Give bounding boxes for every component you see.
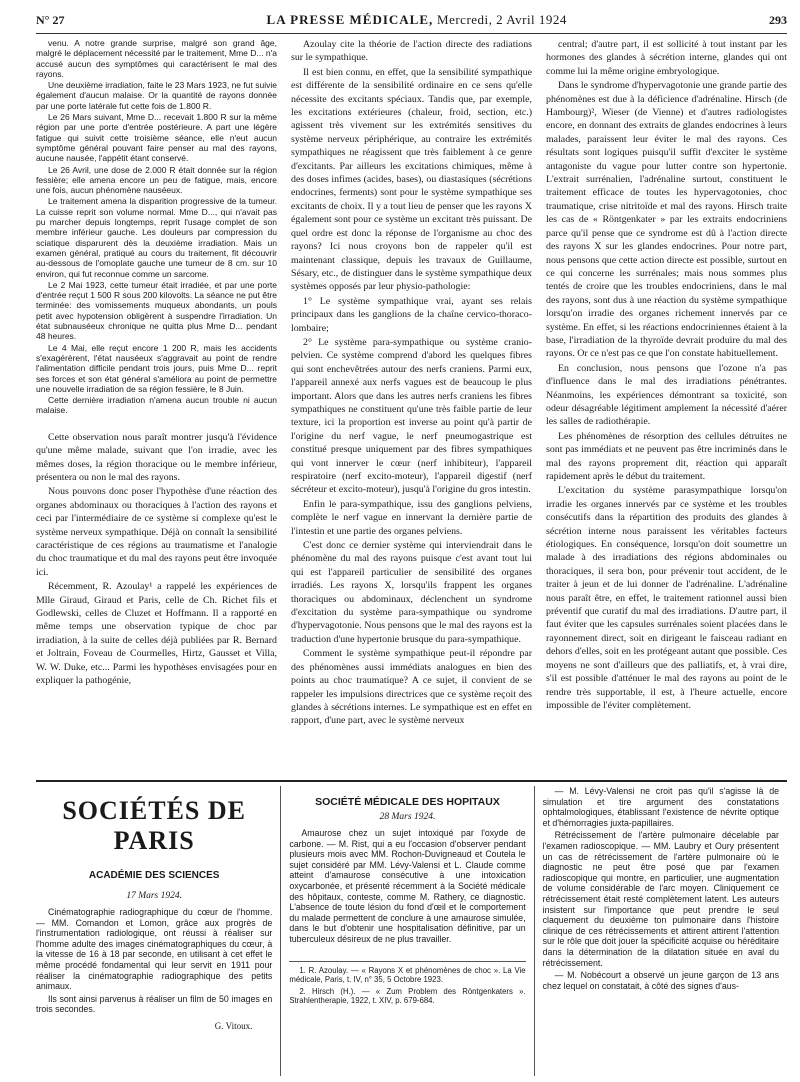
paragraph: Amaurose chez un sujet intoxiqué par l'oxyde de carbone. — M. Rist, qui a eu l'occasion d'observer pendant plusieurs mois avec MM. Rochon-Duvigneaud et Coutela le sujet considéré par MM. Lévy-Valensi et L. Claude comme atteint d'amaurose consécutive à une intoxication oxycarbonée, et présenté récemment à la Société médicale des hôpitaux, conteste, comme M. Rathery, ce diagnostic. L'absence de toute lésion du fond d'œil et le comportement du malade permettent de conclure à une amaurose simulée, dans le but d'obtenir une hospitalisation définitive, par un tuberculeux désireux de ne plus travailler. [289, 828, 526, 944]
academie-heading: ACADÉMIE DES SCIENCES [88, 870, 220, 881]
journal-title-line [267, 12, 567, 28]
spacer [36, 417, 277, 431]
paragraph: Le 4 Mai, elle reçut encore 1 200 R, mais les accidents s'exagérèrent, l'état nauséeux s'aggravait au point de rendre l'alimentation difficile pendant trois jours, puis Mme D... reprit ses forces et son état général s'améliora au point de permettre une nouvelle irradiation de sa région fessière, le 8 Juin. [36, 342, 277, 394]
societies-section [36, 786, 787, 1076]
paragraph: Cette dernière irradiation n'amena aucun trouble ni aucun malaise. [36, 395, 277, 416]
hopitaux-column [280, 786, 533, 1076]
footnote: 1. R. Azoulay. — « Rayons X et phénomènes de choc ». La Vie médicale, Paris, t. IV, n° 35, 5 Octobre 1923. [289, 965, 526, 985]
paragraph: Comment le système sympathique peut-il répondre par des phénomènes aussi immédiats analogues en bien des points au choc traumatique? A ce sujet, il convient de se rappeler les impulsions directrices que ce système reçoit des glandes à sécrétions internes. Le sympathique est en effet en rapport, d'une part, avec le système nerveux [291, 648, 532, 727]
article-column-1 [36, 38, 277, 778]
paragraph: C'est donc ce dernier système qui interviendrait dans le phénomène du mal des rayons puisque c'est avant tout lui qui est l'appareil particulier de sensibilité des organes irradiés. Les rayons X, lorsqu'ils frappent les organes thoraciques ou abdominaux, déclenchent un syndrome d'excitation du système para-sympathique ou syndrome d'hypervagotonie. Nous pensons que le mal des rayons est la traduction d'une hypertonie brusque du para-sympathique. [291, 540, 532, 645]
issue-number: N° 27 [36, 13, 65, 27]
paragraph: Ils sont ainsi parvenus à réaliser un film de 50 images en trois secondes. [36, 993, 273, 1015]
paragraph: — M. Nobécourt a observé un jeune garçon de 13 ans chez lequel on constatait, à côté des signes d'aus- [542, 970, 779, 991]
paragraph: central; d'autre part, il est sollicité à tout instant par les hormones des glandes à sécrétion interne, glandes qui ont comme lui la même origine embryologique. [546, 39, 787, 77]
footnotes [289, 961, 525, 1006]
paragraph: Le 26 Mars suivant, Mme D... recevait 1.800 R sur la même région par une porte d'entrée postérieure. A part une légère fatigue qui suivit cette troisième séance, elle n'eut aucun symptôme général pouvant faire penser au mal des rayons, aucune nausée, l'appétit étant conservé. [36, 112, 277, 164]
article-column-3 [546, 38, 787, 778]
discussion-text [36, 431, 277, 688]
paragraph: Rétrécissement de l'artère pulmonaire décelable par l'examen radioscopique. — MM. Laubry et Oury présentent un cas de rétrécissement de l'artère pulmonaire où le diagnostic ne peut être posé que par l'examen radioscopique qui montre, en particulier, une augmentation de volume considérable de l'arc moyen. Cliniquement ce rétrécissement était resté complètement latent. Les auteurs insistent sur l'importance que peut prendre le seul claquement du deuxième ton pulmonaire dans l'histoire clinique de ces rétrécissements et attirent attirent l'attention sur le rôle que doit jouer la spécificité acquise ou héréditaire dans la détermination de la dilatation située en aval du rétrécissement. [542, 830, 779, 968]
issue-date: Mercredi, 2 Avril 1924 [437, 12, 567, 27]
paragraph: 1° Le système sympathique vrai, ayant ses relais principaux dans les ganglions de la chaîne cervico-thoraco-lombaire; [291, 295, 532, 334]
societes-title: SOCIÉTÉS DE PARIS [62, 796, 246, 855]
paragraph: Le 2 Mai 1923, cette tumeur était irradiée, et par une porte d'entrée reçut 1 500 R sous 200 kilovolts. La séance ne put être terminée: des vomissements muqueux abondants, un pouls petit avec hypotension obligèrent à suspendre l'irradiation. Un état subnauséeux chronique ne quitta plus Mme D... pendant 48 heures. [36, 279, 277, 342]
paragraph: Cette observation nous paraît montrer jusqu'à l'évidence qu'une même malade, suivant que l'on irradie, avec les mêmes doses, la région thoracique ou le membre inférieur, présentera ou non le mal des rayons. [36, 431, 277, 483]
paragraph: Cinématographie radiographique du cœur de l'homme. — MM. Comandon et Lomon, grâce aux progrès de l'instrumentation radiologique, ont réussi à réaliser sur l'homme adulte des images cinématographiques du cœur, à la vitesse de 16 à 18 par seconde, en utilisant à cet effet le même procédé fondamental qui leur servit en 1911 pour réaliser la cinématographie radiographique des petits animaux. [36, 907, 273, 992]
paragraph: 2° Le système para-sympathique ou système cranio-pelvien. Ce système comprend d'abord les quelques fibres qui sont enchevêtrées autour des nerfs craniens. Parmi eux, l'appareil annexé aux nerfs vagues est de beaucoup le plus important. Alors que dans les autres nerfs craniens les fibres sympathiques ne constituent qu'une très faible partie de leur texture, ici la proportion est inverse au point qu'à partir de l'origine du nerf vague, le nerf pneumogastrique est constitué presque uniquement par des fibres sympathiques qui vont innerver le cœur (nerf inhibiteur), l'appareil respiratoire (nerf excito-moteur), l'appareil digestif (nerf sécréteur et excito-moteur), jusqu'à l'origine du gros intestin. [291, 336, 532, 496]
article-body [36, 38, 787, 778]
paragraph: Une deuxième irradiation, faite le 23 Mars 1923, ne fut suivie également d'aucun malaise. Or la quantité de rayons donnée par une porte latérale fut cette fois de 1.800 R. [36, 80, 277, 111]
paragraph: Le 26 Avril, une dose de 2.000 R était donnée sur la région fessière; elle amena encore un peu de fatigue, mais, encore une fois, aucun phénomène nauséeux. [36, 164, 277, 196]
paragraph: L'excitation du système parasympathique lorsqu'on irradie les organes innervés par ce système et les troubles consécutifs dans la répartition des produits des glandes à sécrétion interne nous paraissent les véritables facteurs étiologiques. En conséquence, lorsqu'on doit soumettre un malade à des irradiations des régions abdominales ou thoraciques, il sera bon, pour prévenir tout accident, de le traiter à jeun et de lui donner de l'adrénaline. L'adrénaline nous paraît être, en effet, le traitement rationnel aussi bien préventif que curatif du mal des irradiations. D'autre part, il faut éviter que les capsules surrénales soient placées dans le rayonnement direct, soit en dirigeant le faisceau radiant en dehors d'elles, soit en les protégeant autant que possible. Ces moyens ne sont d'ailleurs que des palliatifs, et, à vrai dire, s'il est possible d'atténuer le mal des rayons au point de le rendre très supportable, il est, à l'heure actuelle, encore impossible de l'éviter complètement. [546, 485, 787, 711]
page-header [36, 0, 787, 30]
footnote: 2. Hirsch (H.). — « Zum Problem des Röntgenkaters ». Strahlentherapie, 1922, t. XIV, p. 679-684. [289, 986, 526, 1006]
section-divider [36, 780, 787, 782]
paragraph: Récemment, R. Azoulay¹ a rappelé les expériences de Mlle Giraud, Giraud et Paris, celle de Ch. Richet fils et Godlewski, celles de Cluzet et Hoffmann. Il a rapporté en même temps une observation typique de choc par irradiation, à la suite de celles déjà publiées par R. Bernard et Joltrain, Foveau de Courmelles, Hirtz, Gausset et Villa, W. W. Duke, etc... Parmi les hypothèses envisagées pour en expliquer la pathogénie, [36, 581, 277, 686]
header-rule [36, 33, 787, 34]
paragraph: Les phénomènes de résorption des cellules détruites ne sont pas immédiats et ne peuvent pas être incriminés dans le mal des rayons proprement dit, réaction qui apparaît rapidement après le début du traitement. [546, 430, 787, 482]
session-date: 17 Mars 1924. [126, 891, 182, 901]
article-column-2 [291, 38, 532, 778]
hopitaux-continued-column [534, 786, 787, 1076]
page-number: 293 [768, 13, 787, 27]
paragraph: Enfin le para-sympathique, issu des ganglions pelviens, complète le nerf vague en innervant la dernière partie de l'intestin et une partie des organes pelviens. [291, 498, 532, 537]
session-date: 28 Mars 1924. [379, 812, 436, 822]
signature: G. Vitoux. [214, 1020, 253, 1031]
paragraph: Le traitement amena la disparition progressive de la tumeur. La cuisse reprit son volume normal. Mme D..., qui n'avait pas pu marcher depuis longtemps, reprit l'usage complet de son membre inférieur gauche. Les douleurs par compression du sciatique disparurent dès la deuxième irradiation. Mais un examen général, pratiqué au cours du traitement, fit découvrir au-dessous de l'omoplate gauche une tumeur de 8 cm. sur 10 environ, qui fut reconnue comme un sarcome. [36, 196, 277, 279]
paragraph: venu. A notre grande surprise, malgré son grand âge, malgré le déplacement nécessité par le traitement, Mme D... n'a accusé aucun des symptômes qui caractérisent le mal des rayons. [36, 38, 277, 79]
paragraph: — M. Lévy-Valensi ne croit pas qu'il s'agisse là de simulation et tire argument des constatations ophtalmologiques, établissant l'existence de névrite optique et d'hémorragies juxta-papillaires. [542, 786, 779, 828]
societes-column [36, 786, 280, 1076]
observation-text [36, 38, 277, 416]
journal-name: LA PRESSE MÉDICALE, [266, 12, 434, 27]
hopitaux-title: SOCIÉTÉ MÉDICALE DES HOPITAUX [315, 796, 500, 808]
paragraph: Il est bien connu, en effet, que la sensibilité sympathique est différente de la sensibilité ordinaire en ce sens qu'elle nécessite des excitants spéciaux. Tandis que, par exemple, les excitations extérieures (chaleur, froid, section, etc.) agissent très vivement sur les extrémités sensitives du système nerveux périphérique, au contraire les extrémités sympathiques ne réagissent que très faiblement à ce genre d'excitants. Par ailleurs les excitations chimiques, même à des doses infimes (acides, bases), ou diastasiques (sécrétions endocrines, ferments) sont pour le système sympathique ses excitants de choix. Il y a tout lieu de penser que les rayons X également sont pour ce système un excitant très puissant. De quel ordre est donc la réponse de l'organisme au choc des rayons? Ici nous croyons bon de rappeler qu'il est maintenant classique, depuis les travaux de Guillaume, Sésary, etc., de distinguer dans le système sympathique deux systèmes opposés par leur physio-pathologie: [291, 66, 532, 293]
paragraph: Nous pouvons donc poser l'hypothèse d'une réaction des organes abdominaux ou thoraciques à l'action des rayons et ceci par l'intermédiaire de ce système si complexe qu'est le système nerveux sympathique. Déjà on connaît la sensibilité caractéristique de ces régions au traumatisme et l'analogie du choc traumatique et du mal des rayons peut être invoquée ici. [36, 486, 277, 578]
paragraph: Azoulay cite la théorie de l'action directe des radiations sur le sympathique. [291, 39, 532, 64]
paragraph: En conclusion, nous pensons que l'ozone n'a pas d'influence dans le mal des irradiations pénétrantes. Néanmoins, les expériences démontrant sa toxicité, son odeur désagréable légitiment amplement la nécessité d'aérer les salles de radiothérapie. [546, 362, 787, 428]
paragraph: Dans le syndrome d'hypervagotonie une grande partie des phénomènes est due à la déficience d'adrénaline. Hirsch (de Hambourg)², Wieser (de Vienne) et d'autres radiologistes encore, en donnant des extraits de glandes endocrines à leurs malades, paraissent leur éviter le mal des rayons. Ces résultats sont logiques puisqu'il suffit d'exciter le système antagoniste du vague pour lutter contre son hypertonie. L'extrait surrénalien, l'adrénaline surtout, constituent le traitement efficace de toutes les hypervagotonies, choc traumatique, crise nitritoïde et mal des rayons. Hirsch traite les cas de « Röntgenkater » par les extraits endocriniens parce qu'il pense que ce syndrome est dû à l'action directe des rayons X sur les glandes endocrines. Pour notre part, nous pensons que cette action directe est possible, surtout en ce qui concerne les surrénales; mais nous sommes plus tentés de croire que les troubles endocriniens, dans le mal des rayons, sont dus à une réaction du système sympathique lorsqu'on irradie des organes richement innervés par ce système. En effet, si les réactions endocriniennes étaient à la base, l'irradiation de la thyroïde devrait produire du mal des rayons. Or ce n'est pas ce que l'on constate habituellement. [546, 80, 787, 360]
